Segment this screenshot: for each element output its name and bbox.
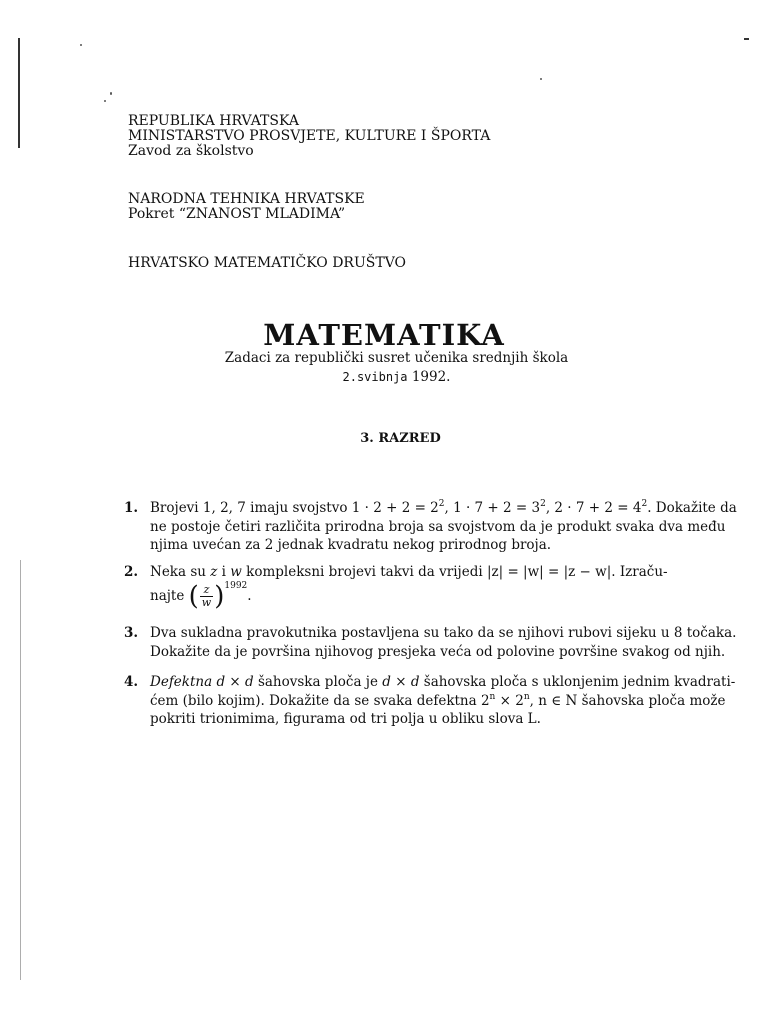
problem-text: Dva sukladna pravokutnika postavljena su tako da se njihovi rubovi sijeku u 8 točaka. Dokažite da je površina njihovog presjeka veća od polovine površine svakog od njih.: [150, 625, 737, 660]
date-year: 1992.: [411, 369, 451, 385]
scan-edge-line: [18, 38, 20, 148]
problem-number: 4.: [124, 674, 139, 690]
scan-speck: [540, 78, 542, 80]
problem-number: 2.: [124, 564, 139, 580]
problem-text: Defektna d × d šahovska ploča je d × d šahovska ploča s uklonjenim jednim kvadrati- ćem (bilo kojim). Dokažite da se svaka defektna $2^n \times 2^n$, n ∈ N šahovska ploča može pokriti trionimima, figurama od tri polja u obliku slova L.: [150, 674, 736, 727]
problem-text: Brojevi 1, 2, 7 imaju svojstvo $1 \cdot 2 + 2 = 2^2$, $1 \cdot 7 + 2 = 3^2$, $2 \cdot 7 + 2 = 4^2$. Dokažite da ne postoje četiri različita prirodna broja sa svojstvom da je produkt svaka dva među njima uvećan za 2 jednak kvadratu nekog prirodnog broja.: [150, 499, 737, 553]
scan-speck: [110, 92, 112, 95]
problem-number: 1.: [124, 500, 139, 516]
issuer-block-ministry: [128, 114, 490, 159]
issuer-line: HRVATSKO MATEMATIČKO DRUŠTVO: [128, 255, 407, 271]
issuer-block-hmd: [128, 256, 406, 271]
scan-edge-mark: [744, 38, 749, 40]
problem-3: [124, 624, 737, 661]
issuer-block-narodna-tehnika: [128, 192, 365, 222]
problem-text: Neka su z i w kompleksni brojevi takvi da vrijedi |z| = |w| = |z − w|. Izraču- najte ( $\frac{z}{w}$ )$^{1992}$.: [150, 564, 668, 611]
problem-2: [124, 563, 684, 609]
problem-1: [124, 499, 737, 555]
grade-heading: 3. RAZRED: [360, 431, 441, 446]
issuer-line: NARODNA TEHNIKA HRVATSKE: [128, 191, 365, 207]
issuer-line: Pokret “ZNANOST MLADIMA”: [128, 206, 346, 222]
issuer-line: MINISTARSTVO PROSVJETE, KULTURE I ŠPORTA: [128, 128, 491, 144]
document-date: [0, 369, 768, 385]
document-title: MATEMATIKA: [263, 318, 505, 352]
scan-speck: [80, 44, 82, 46]
issuer-line: REPUBLIKA HRVATSKA: [128, 113, 299, 129]
date-day-month: 2.svibnja: [342, 370, 408, 384]
fraction-z-over-w: $\frac{z}{w}$: [201, 582, 212, 609]
issuer-line: Zavod za školstvo: [128, 143, 254, 159]
problem-4: [124, 673, 736, 729]
document-subtitle: Zadaci za republički susret učenika srednjih škola: [224, 350, 569, 366]
scan-speck: [104, 100, 106, 102]
scan-edge-line: [20, 560, 21, 980]
problem-number: 3.: [124, 625, 139, 641]
